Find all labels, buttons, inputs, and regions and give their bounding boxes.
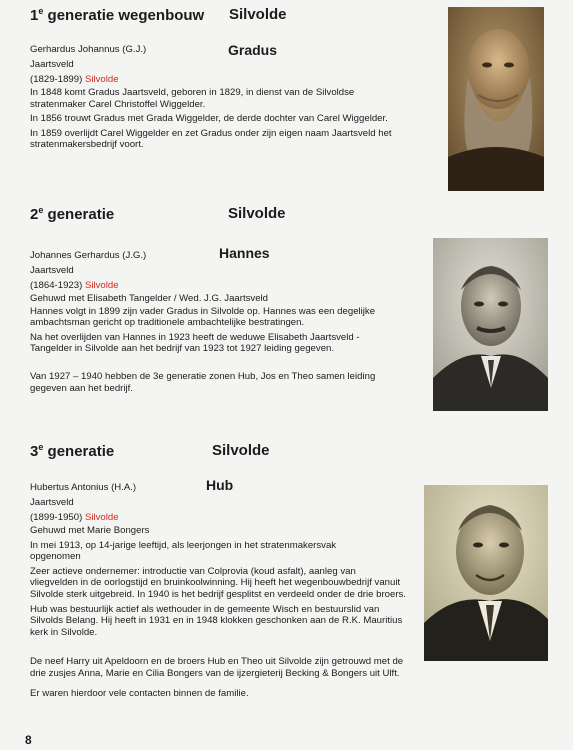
gen1-place: Silvolde (229, 6, 287, 23)
gen3-nickname: Hub (206, 477, 234, 493)
gen2-place: Silvolde (228, 205, 286, 222)
gen3-paragraph: Er waren hierdoor vele contacten binnen de familie. (30, 687, 249, 699)
gen3-name: Hubertus Antonius (H.A.) (30, 482, 137, 493)
gen2-paragraph: Hannes volgt in 1899 zijn vader Gradus in Silvolde op. Hannes was een degelijke ambachtsman gericht op traditionele ambachtelijke bestratingen. (30, 305, 376, 329)
gen3-years-place: Silvolde (84, 512, 119, 523)
gen1-portrait-photo (448, 7, 544, 191)
gen2-years: (1864-1923) Silvolde (30, 280, 119, 291)
gen3-paragraph: De neef Harry uit Apeldoorn en de broers Hub en Theo uit Silvolde zijn getrouwd met de drie zusjes Anna, Marie en Cilia Bongers van de ijzergieterij Becking & Bongers uit Ulft. (30, 656, 404, 679)
gen1-heading: 1e generatie wegenbouw (30, 6, 205, 24)
gen2-paragraph: Van 1927 – 1940 hebben de 3e generatie zonen Hub, Jos en Theo samen leiding gegeven aan het bedrijf. (30, 370, 376, 394)
gen3-paragraph: Hub was bestuurlijk actief als wethouder in de gemeente Wisch en bestuurslid van Silvolds Belang. Hij heeft in 1931 en in 1948 klokken geschonken aan de R.K. Mauritius kerk in Silvolde. (30, 603, 403, 638)
gen2-name: Johannes Gerhardus (J.G.) (30, 250, 147, 261)
gen3-paragraph: Zeer actieve ondernemer: introductie van Colprovia (koud asfalt), aanleg van vliegvelden in de oorlogstijd en bruinkoolwinning. Hij heeft het wegenbouwbedrijf vanuit Silvolde sterk uitgebreid. In 1940 is het bedrijf gesplitst en verdeeld onder de drie broers. (30, 565, 406, 600)
gen2-text (30, 293, 400, 394)
gen3-paragraph: Gehuwd met Marie Bongers (30, 525, 150, 536)
gen3-portrait-photo (424, 485, 548, 661)
gen1-text (30, 87, 406, 151)
gen3-paragraph: In mei 1913, op 14-jarige leeftijd, als leerjongen in het stratenmakersvak opgenomen (30, 539, 337, 563)
gen3-years: (1899-1950) Silvolde (30, 512, 119, 523)
gen2-surname: Jaartsveld (30, 265, 74, 276)
gen2-nickname: Hannes (219, 245, 270, 261)
gen3-place: Silvolde (212, 442, 270, 459)
page-number: 8 (25, 733, 32, 747)
gen2-paragraph: Na het overlijden van Hannes in 1923 heeft de weduwe Elisabeth Jaartsveld - Tangelder in Silvolde aan het bedrijf van 1923 tot 1927 leiding gegeven. (30, 331, 360, 355)
gen1-surname: Jaartsveld (30, 59, 74, 70)
gen3-surname: Jaartsveld (30, 497, 74, 508)
gen1-years-place: Silvolde (84, 74, 119, 85)
gen1-paragraph: In 1856 trouwt Gradus met Grada Wiggelder, de derde dochter van Carel Wiggelder. (30, 113, 388, 125)
gen2-portrait-photo (433, 238, 548, 411)
gen1-nickname: Gradus (228, 42, 278, 58)
gen2-years-place: Silvolde (84, 280, 119, 291)
gen1-paragraph: In 1859 overlijdt Carel Wiggelder en zet Gradus onder zijn eigen naam Jaartsveld het stratenmakersbedrijf voort. (30, 127, 392, 151)
gen1-paragraph: In 1848 komt Gradus Jaartsveld, geboren in 1829, in dienst van de Silvoldse stratenmaker Carel Christoffel Wiggelder. (30, 87, 355, 110)
gen2-paragraph: Gehuwd met Elisabeth Tangelder / Wed. J.G. Jaartsveld (30, 293, 269, 304)
gen3-text (30, 525, 406, 699)
gen3-heading: 3e generatie (30, 442, 115, 460)
gen2-heading: 2e generatie (30, 205, 115, 223)
gen1-name: Gerhardus Johannus (G.J.) (30, 44, 147, 55)
gen1-years: (1829-1899) Silvolde (30, 74, 119, 85)
